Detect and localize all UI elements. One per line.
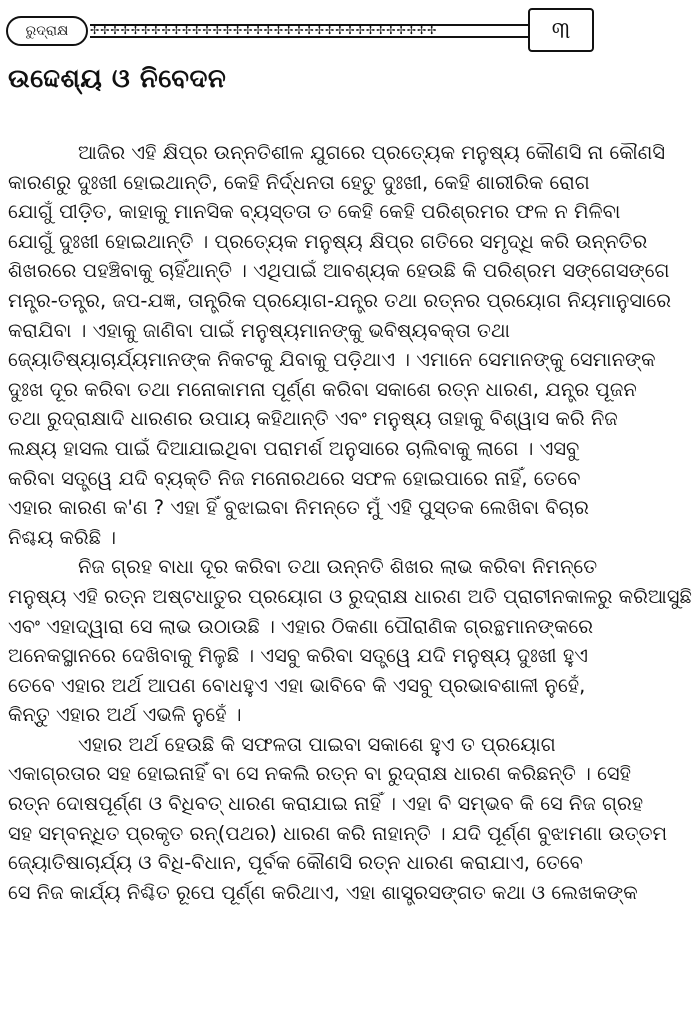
text-line: ଅନେକସ୍ଥାନରେ ଦେଖିବାକୁ ମିଳୁଛି । ଏସବୁ କରିବା ସତ୍ତ୍ୱେ ଯଦି ମନୁଷ୍ୟ ଦୁଃଖୀ ହୁଏ (8, 644, 588, 668)
book-title-badge (6, 16, 88, 46)
text-line: ଆଜିର ଏହି କ୍ଷିପ୍ର ଉନ୍ନତିଶୀଳ ଯୁଗରେ ପ୍ରତ୍ୟେକ ମନୁଷ୍ୟ କୌଣସି ନା କୌଣସି (78, 141, 666, 164)
text-line: ଏକାଗ୍ରତାର ସହ ହୋଇନାହିଁ ବା ସେ ନକଲି ରତ୍ନ ବା ରୁଦ୍ରାକ୍ଷ ଧାରଣ କରିଛନ୍ତି । ସେହି (8, 762, 631, 786)
text-line: ନିଶ୍ଚୟ କରିଛି । (8, 525, 117, 549)
text-line: ମନ୍ତ୍ର-ତନ୍ତ୍ର, ଜପ-ଯଜ୍ଞ, ତାନ୍ତ୍ରିକ ପ୍ରୟୋଗ-ଯନ୍ତ୍ର ତଥା ରତ୍ନର ପ୍ରୟୋଗ ନିୟମାନୁସାରେ (8, 288, 672, 312)
text-line: ଲକ୍ଷ୍ୟ ହାସଲ ପାଇଁ ଦିଆଯାଇଥିବା ପରାମର୍ଶ ଅନୁସାରେ ଚାଲିବାକୁ ଲାଗେ । ଏସବୁ (8, 436, 580, 460)
text-line: ଏହାର ଅର୍ଥ ହେଉଛି କି ସଫଳତା ପାଇବା ସକାଶେ ହୁଏ ତ ପ୍ରୟୋଗ (78, 732, 556, 756)
text-line: ମନୁଷ୍ୟ ଏହି ରତ୍ନ ଅଷ୍ଟଧାତୁର ପ୍ରୟୋଗ ଓ ରୁଦ୍ରାକ୍ଷ ଧାରଣ ଅତି ପ୍ରାଚୀନକାଳରୁ କରିଆସୁଛି (8, 584, 692, 608)
text-line: କରିବା ସତ୍ତ୍ୱେ ଯଦି ବ୍ୟକ୍ତି ନିଜ ମନୋରଥରେ ସଫଳ ହୋଇପାରେ ନାହିଁ, ତେବେ (8, 466, 581, 490)
page-heading: ଉଦ୍ଦେଶ୍ୟ ଓ ନିବେଦନ (8, 64, 227, 94)
text-line: ଏବଂ ଏହାଦ୍ୱାରା ସେ ଲାଭ ଉଠାଉଛି । ଏହାର ଠିକଣା ପୌରାଣିକ ଗ୍ରନ୍ଥମାନଙ୍କରେ (8, 614, 594, 638)
book-title: ରୁଦ୍ରାକ୍ଷ (25, 23, 69, 39)
text-line: ନିଜ ଗ୍ରହ ବାଧା ଦୂର କରିବା ତଥା ଉନ୍ନତି ଶିଖର ଲାଭ କରିବା ନିମନ୍ତେ (78, 555, 598, 579)
text-line: ଜ୍ୟୋତିଷ୍ୟାଚାର୍ଯ୍ୟମାନଙ୍କ ନିକଟକୁ ଯିବାକୁ ପଡ଼ିଥାଏ । ଏମାନେ ସେମାନଙ୍କୁ ସେମାନଙ୍କ (8, 348, 656, 372)
text-line: ଯୋଗୁଁ ଦୁଃଖୀ ହୋଇଥାନ୍ତି । ପ୍ରତ୍ୟେକ ମନୁଷ୍ୟ କ୍ଷିପ୍ର ଗତିରେ ସମୃଦ୍ଧି କରି ଉନ୍ନତିର (8, 229, 648, 253)
text-line: ଦୁଃଖ ଦୂର କରିବା ତଥା ମନୋକାମନା ପୂର୍ଣ୍ଣ କରିବା ସକାଶେ ରତ୍ନ ଧାରଣ, ଯନ୍ତ୍ର ପୂଜନ (8, 377, 637, 401)
text-line: ଜ୍ୟୋତିଷାଚାର୍ଯ୍ୟ ଓ ବିଧି-ବିଧାନ, ପୂର୍ବକ କୌଣସି ରତ୍ନ ଧାରଣ କରାଯାଏ, ତେବେ (8, 851, 583, 875)
paragraph-2 (8, 552, 692, 730)
text-line: ଶିଖରରେ ପହଞ୍ଚିବାକୁ ଚାହିଁଥାନ୍ତି । ଏଥିପାଇଁ ଆବଶ୍ୟକ ହେଉଛି କି ପରିଶ୍ରମ ସଙ୍ଗେସଙ୍ଗେ (8, 259, 670, 283)
page-number: ୩ (551, 16, 571, 44)
paragraph-3 (8, 730, 668, 908)
page-number-badge (528, 8, 594, 52)
text-line: ତେବେ ଏହାର ଅର୍ଥ ଆପଣ ବୋଧହୁଏ ଏହା ଭାବିବେ କି ଏସବୁ ପ୍ରଭାବଶାଳୀ ନୁହେଁ, (8, 673, 586, 697)
page-header (6, 4, 594, 56)
text-line: ତଥା ରୁଦ୍ରାକ୍ଷାଦି ଧାରଣର ଉପାୟ କହିଥାନ୍ତି ଏବଂ ମନୁଷ୍ୟ ତାହାକୁ ବିଶ୍ୱାସ କରି ନିଜ (8, 407, 618, 431)
body-text (8, 138, 692, 907)
ornament-pattern: ✢✢✢✢✢✢✢✢✢✢✢✢✢✢✢✢✢✢✢✢✢✢✢✢✢✢✢✢✢✢✢✢✢✢ (90, 24, 438, 37)
decorative-border (90, 24, 528, 38)
text-line: କରାଯିବା । ଏହାକୁ ଜାଣିବା ପାଇଁ ମନୁଷ୍ୟମାନଙ୍କୁ ଭବିଷ୍ୟବକ୍ତା ତଥା (8, 318, 510, 342)
text-line: ରତ୍ନ ଦୋଷପୂର୍ଣ୍ଣ ଓ ବିଧିବତ୍ ଧାରଣ କରାଯାଇ ନାହିଁ । ଏହା ବି ସମ୍ଭବ କି ସେ ନିଜ ଗ୍ରହ (8, 792, 644, 816)
text-line: ସେ ନିଜ କାର୍ଯ୍ୟ ନିଶ୍ଚିତ ରୂପେ ପୂର୍ଣ୍ଣ କରିଥାଏ, ଏହା ଶାସ୍ତ୍ରସଙ୍ଗତ କଥା ଓ ଲେଖକଙ୍କ (8, 880, 638, 904)
text-line: ସହ ସମ୍ବନ୍ଧିତ ପ୍ରକୃତ ରନ୍(ପଥର) ଧାରଣ କରି ନାହାନ୍ତି । ଯଦି ପୂର୍ଣ୍ଣ ବୁଝାମଣା ଉତ୍ତମ (8, 821, 668, 845)
paragraph-1 (8, 138, 672, 552)
text-line: ଯୋଗୁଁ ପୀଡ଼ିତ, କାହାକୁ ମାନସିକ ବ୍ୟସ୍ତତା ତ କେହି କେହି ପରିଶ୍ରମର ଫଳ ନ ମିଳିବା (8, 200, 621, 224)
text-line: କିନ୍ତୁ ଏହାର ଅର୍ଥ ଏଭଳି ନୁହେଁ । (8, 703, 242, 727)
text-line: କାରଣରୁ ଦୁଃଖୀ ହୋଇଥାନ୍ତି, କେହି ନିର୍ଦ୍ଧନତା ହେତୁ ଦୁଃଖୀ, କେହି ଶାରୀରିକ ରୋଗ (8, 170, 590, 194)
text-line: ଏହାର କାରଣ କ'ଣ ? ଏହା ହିଁ ବୁଝାଇବା ନିମନ୍ତେ ମୁଁ ଏହି ପୁସ୍ତକ ଲେଖିବା ବିଚାର (8, 496, 589, 520)
